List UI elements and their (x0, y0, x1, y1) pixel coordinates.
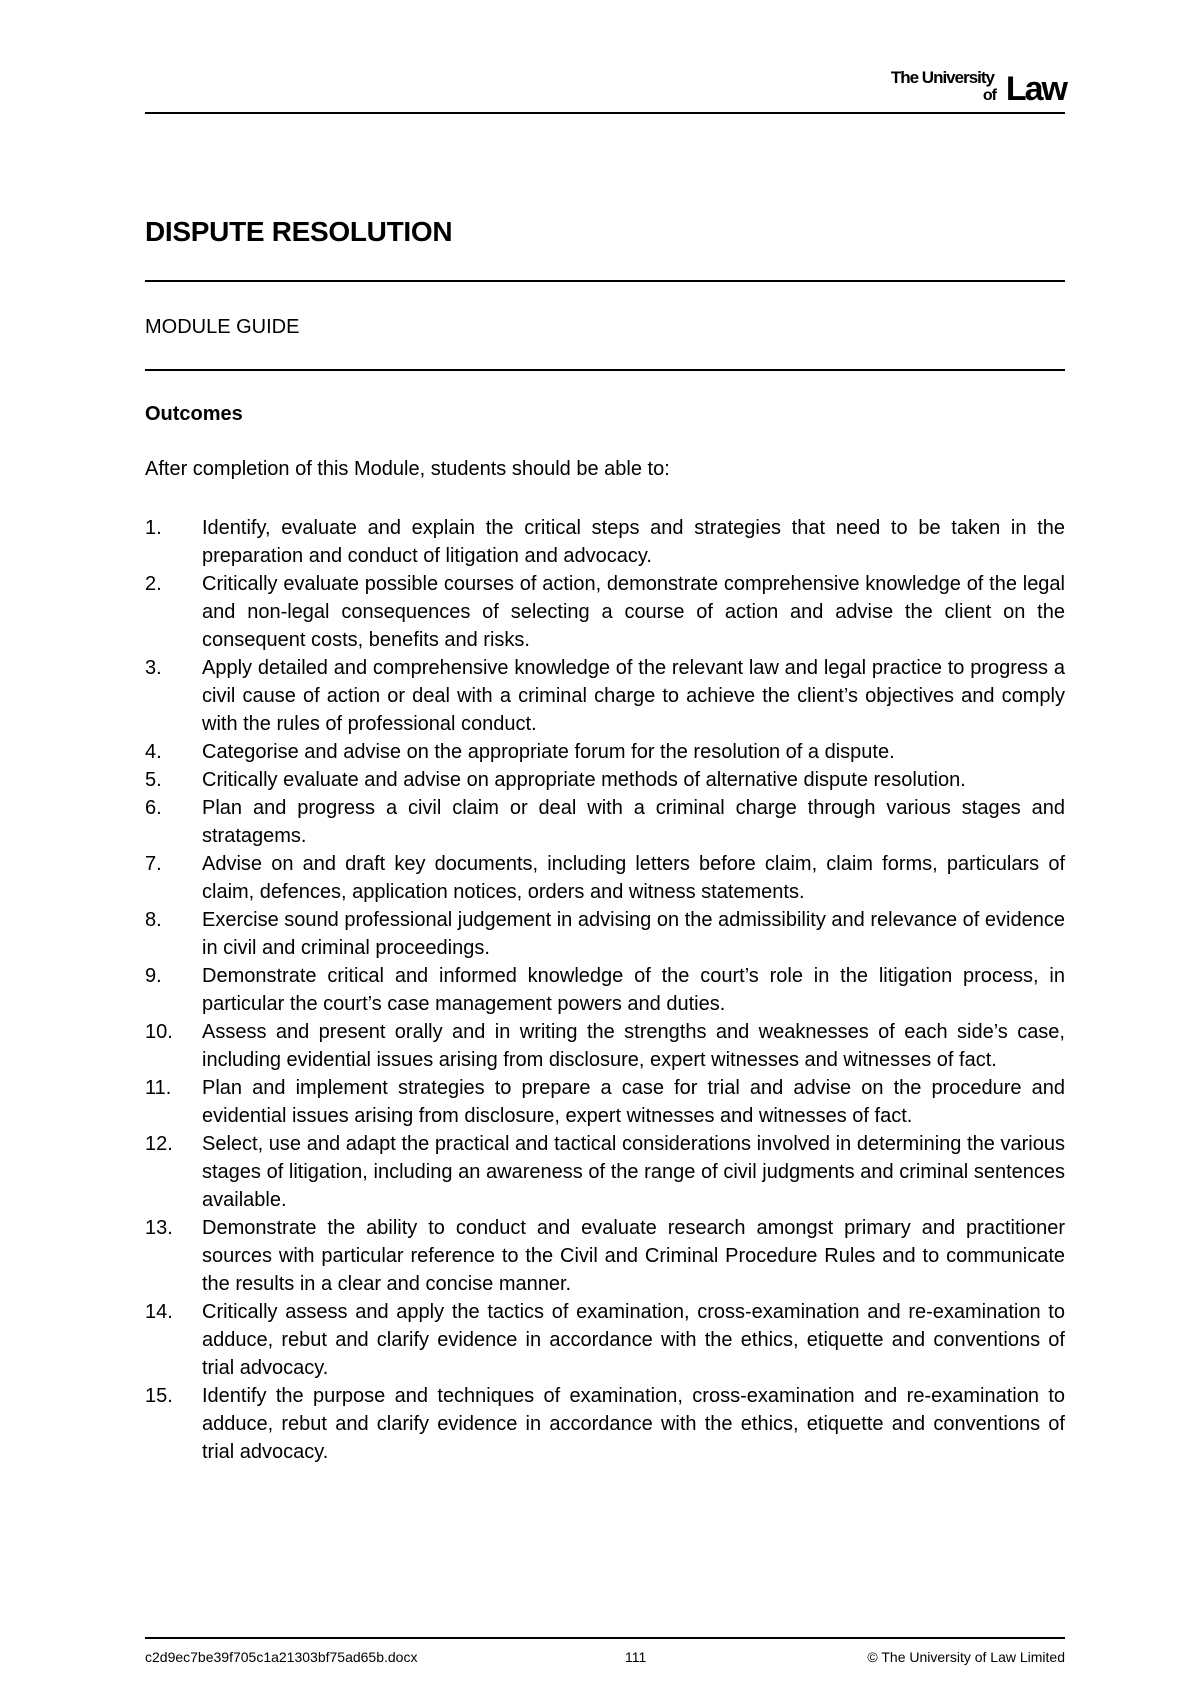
list-item (145, 962, 1065, 1018)
footer-copyright: © The University of Law Limited (867, 1649, 1065, 1665)
list-item-number: 11. (145, 1077, 172, 1099)
list-item (145, 1214, 1065, 1298)
list-item-text: Assess and present orally and in writing the strengths and weaknesses of each side’s case, including evidential issues arising from disclosure, expert witnesses and witnesses of fact. (202, 1021, 1065, 1071)
list-item (145, 906, 1065, 962)
list-item-text: Demonstrate the ability to conduct and evaluate research amongst primary and practitioner sources with particular reference to the Civil and Criminal Procedure Rules and to communicate the results in a clear and concise manner. (202, 1217, 1065, 1295)
list-item (145, 766, 1065, 794)
outcomes-heading: Outcomes (145, 403, 243, 425)
list-item-text: Advise on and draft key documents, including letters before claim, claim forms, particulars of claim, defences, application notices, orders and witness statements. (202, 853, 1065, 903)
list-item (145, 1298, 1065, 1382)
list-item (145, 1074, 1065, 1130)
list-item-number: 13. (145, 1217, 173, 1239)
list-item-number: 15. (145, 1385, 173, 1407)
list-item (145, 1018, 1065, 1074)
logo-text-university: The University (890, 68, 994, 87)
list-item-number: 5. (145, 769, 162, 791)
list-item (145, 654, 1065, 738)
list-item-number: 3. (145, 657, 162, 679)
list-item-text: Apply detailed and comprehensive knowledge of the relevant law and legal practice to progress a civil cause of action or deal with a criminal charge to achieve the client’s objectives and comply with the rules of professional conduct. (202, 657, 1065, 735)
subtitle-rule (145, 369, 1065, 371)
list-item-number: 8. (145, 909, 162, 931)
title-rule (145, 280, 1065, 282)
list-item-number: 9. (145, 965, 162, 987)
outcomes-list (145, 514, 1065, 1466)
list-item-number: 1. (145, 517, 162, 539)
logo-text-law: Law (1005, 70, 1066, 108)
list-item-text: Critically assess and apply the tactics of examination, cross-examination and re-examination to adduce, rebut and clarify evidence in accordance with the ethics, etiquette and conventions of trial advocacy. (202, 1301, 1065, 1379)
list-item-text: Plan and implement strategies to prepare a case for trial and advise on the procedure and evidential issues arising from disclosure, expert witnesses and witnesses of fact. (202, 1077, 1065, 1127)
list-item (145, 1382, 1065, 1466)
list-item-text: Categorise and advise on the appropriate forum for the resolution of a dispute. (202, 741, 895, 763)
logo-text-of: of (982, 87, 996, 104)
list-item-text: Critically evaluate and advise on appropriate methods of alternative dispute resolution. (202, 769, 966, 791)
list-item-number: 2. (145, 573, 162, 595)
list-item-text: Exercise sound professional judgement in advising on the admissibility and relevance of evidence in civil and criminal proceedings. (202, 909, 1065, 959)
footer-rule (145, 1637, 1065, 1639)
footer-filename: c2d9ec7be39f705c1a21303bf75ad65b.docx (145, 1649, 418, 1665)
list-item-text: Select, use and adapt the practical and tactical considerations involved in determining the various stages of litigation, including an awareness of the range of civil judgments and criminal sentences available. (202, 1133, 1065, 1211)
footer-page-number: 111 (625, 1649, 647, 1665)
header-rule (145, 112, 1065, 114)
list-item-number: 4. (145, 741, 162, 763)
list-item-text: Identify, evaluate and explain the critical steps and strategies that need to be taken in the preparation and conduct of litigation and advocacy. (202, 517, 1065, 567)
list-item-number: 6. (145, 797, 162, 819)
list-item (145, 738, 1065, 766)
list-item-number: 12. (145, 1133, 173, 1155)
list-item-text: Critically evaluate possible courses of action, demonstrate comprehensive knowledge of the legal and non-legal consequences of selecting a course of action and advise the client on the consequent costs, benefits and risks. (202, 573, 1065, 651)
list-item (145, 514, 1065, 570)
module-guide-heading: MODULE GUIDE (145, 316, 300, 338)
list-item-text: Plan and progress a civil claim or deal with a criminal charge through various stages and stratagems. (202, 797, 1065, 847)
list-item (145, 570, 1065, 654)
list-item-number: 14. (145, 1301, 173, 1323)
list-item-number: 10. (145, 1021, 173, 1043)
page-title: DISPUTE RESOLUTION (145, 216, 453, 247)
list-item-number: 7. (145, 853, 162, 875)
intro-text: After completion of this Module, students should be able to: (145, 458, 670, 480)
university-logo (846, 66, 1066, 106)
list-item-text: Identify the purpose and techniques of examination, cross-examination and re-examination to adduce, rebut and clarify evidence in accordance with the ethics, etiquette and conventions of trial advocacy. (202, 1385, 1065, 1463)
list-item-text: Demonstrate critical and informed knowledge of the court’s role in the litigation process, in particular the court’s case management powers and duties. (202, 965, 1065, 1015)
list-item (145, 850, 1065, 906)
list-item (145, 794, 1065, 850)
list-item (145, 1130, 1065, 1214)
